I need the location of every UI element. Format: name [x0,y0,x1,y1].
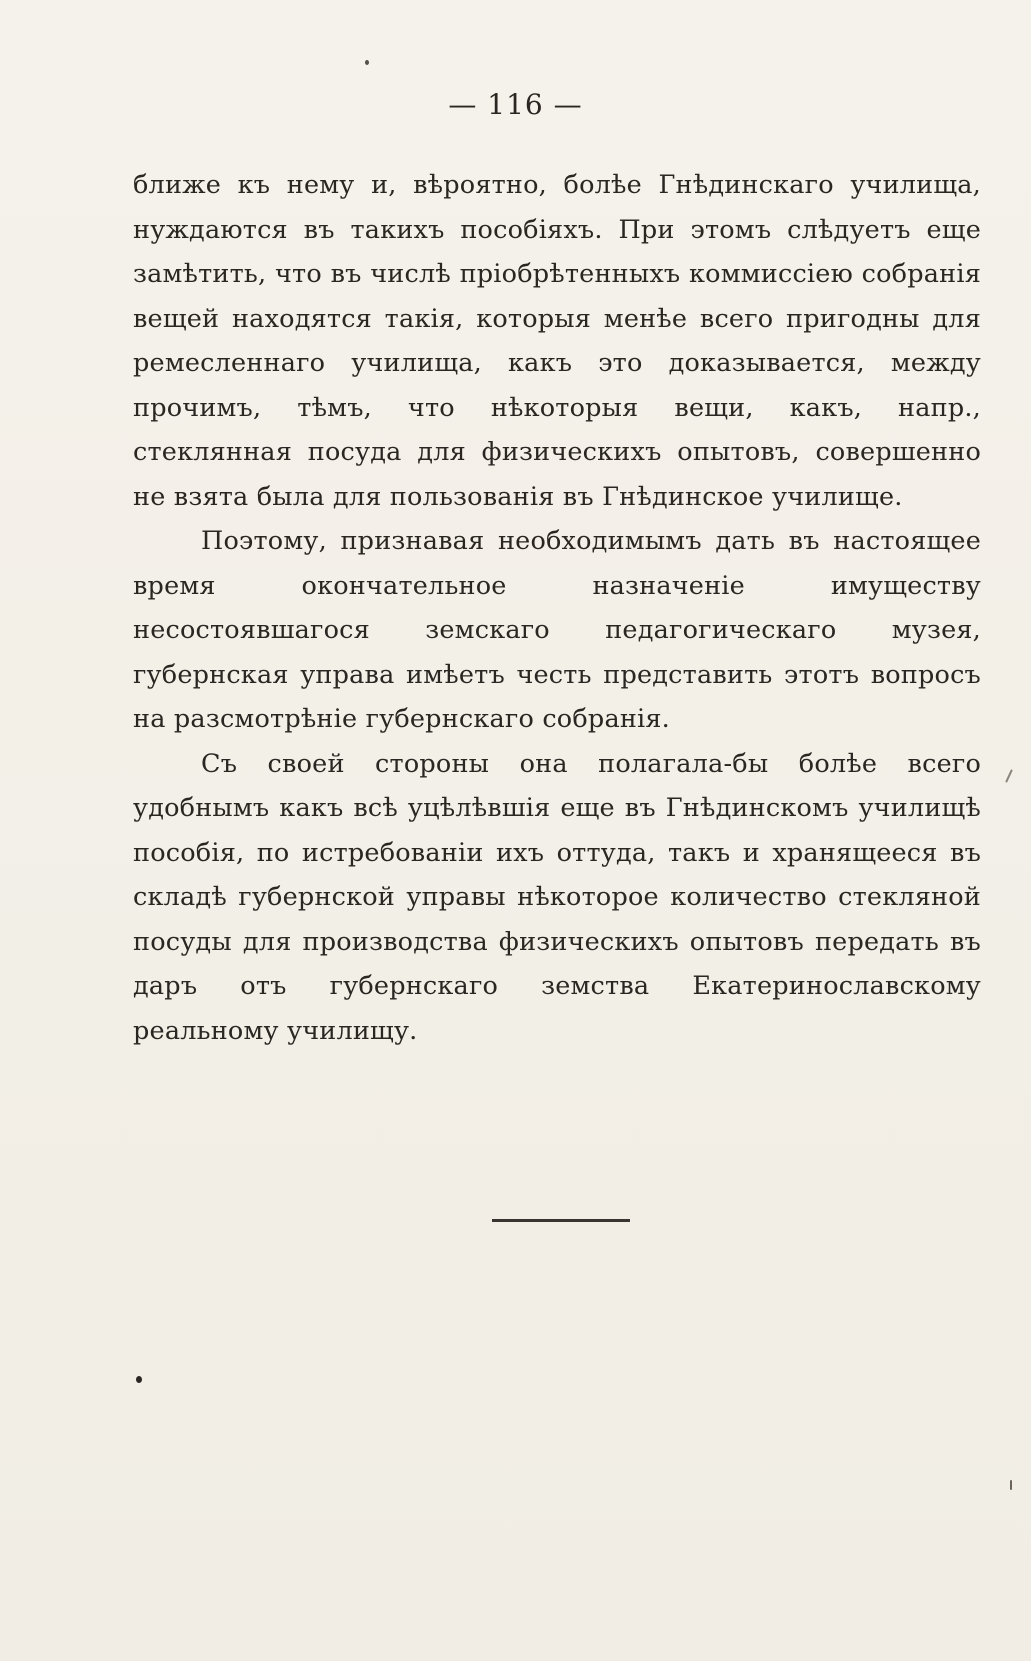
paragraph-1: ближе къ нему и, вѣроятно, болѣе Гнѣдинскаго училища, нуждаются въ такихъ пособіяхъ. При этомъ слѣдуетъ еще замѣтить, что въ числѣ пріобрѣтенныхъ коммиссіею собранія вещей находятся такія, которыя менѣе всего пригодны для ремесленнаго училища, какъ это доказывается, между прочимъ, тѣмъ, что нѣкоторыя вещи, какъ, напр., стеклянная посуда для физическихъ опытовъ, совершенно не взята была для пользованія въ Гнѣдинское училище. [133,170,981,512]
paragraph-2: Поэтому, признавая необходимымъ дать въ настоящее время окончательное назначеніе имуществу несостоявшагося земскаго педагогическаго музея, губернская управа имѣетъ честь представить этотъ вопросъ на разсмотрѣніе губернскаго собранія. [133,526,981,734]
paragraph-3: Съ своей стороны она полагала-бы болѣе всего удобнымъ какъ всѣ уцѣлѣвшія еще въ Гнѣдинскомъ училищѣ пособія, по истребованіи ихъ оттуда, такъ и хранящееся въ складѣ губернской управы нѣкоторое количество стекляной посуды для производства физическихъ опытовъ передать въ даръ отъ губернскаго земства Екатеринославскому реальному училищу. [133,748,981,1046]
ink-dot [136,1376,142,1383]
ink-mark [1010,1480,1012,1490]
ink-speck [365,60,369,65]
end-rule [492,1219,630,1222]
page-number: — 116 — [448,88,583,121]
ink-mark [1005,769,1013,783]
body-text [133,163,981,1053]
